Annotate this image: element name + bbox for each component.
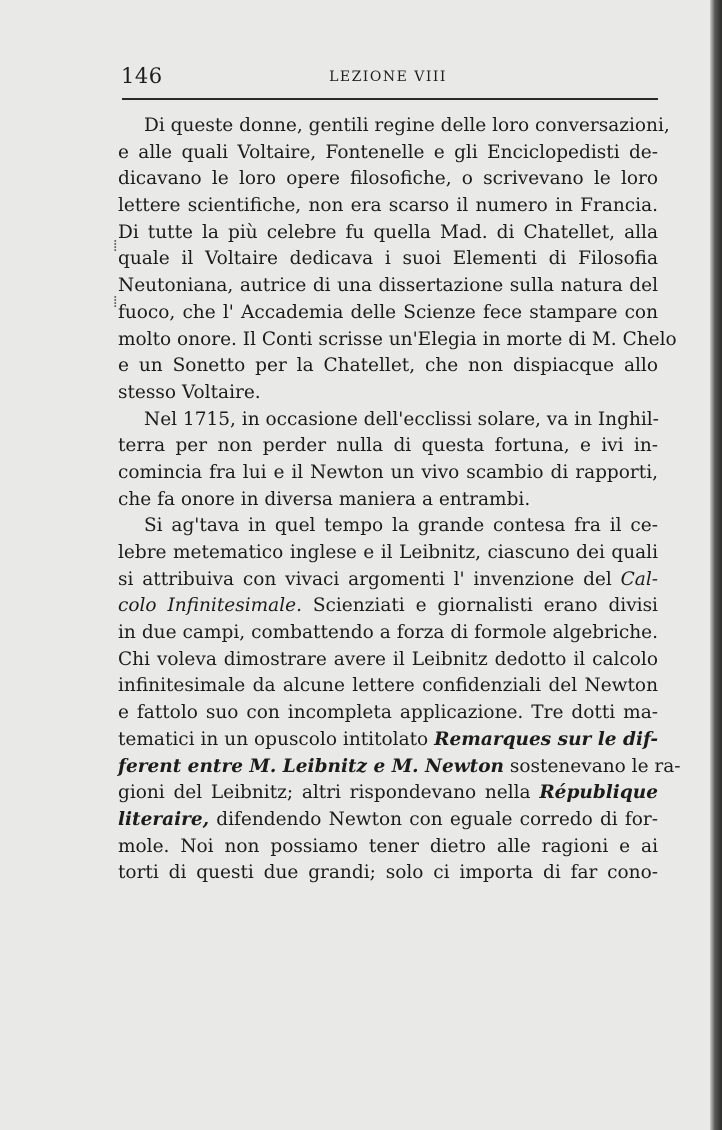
- bold-italic-title: Remarques sur le dif-: [434, 728, 658, 750]
- text-line: Neutoniana, autrice di una dissertazione sulla natura del: [118, 275, 658, 297]
- bold-italic-title: République: [539, 782, 658, 804]
- running-title: LEZIONE VIII: [329, 69, 447, 85]
- text-line: comincia fra lui e il Newton un vivo scambio di rapporti,: [118, 461, 658, 483]
- text-line: Di queste donne, gentili regine delle loro conversazioni,: [144, 115, 670, 136]
- text-line: colo Infinitesimale. Scienziati e giornalisti erano divisi: [118, 595, 658, 617]
- text-line: lebre metematico inglese e il Leibnitz, ciascuno dei quali: [118, 542, 658, 563]
- text-line: molto onore. Il Conti scrisse un'Elegia in morte di M. Chelo: [118, 328, 677, 350]
- text-line: literaire, difendendo Newton con eguale corredo di for-: [118, 808, 658, 830]
- text-line: Nel 1715, in occasione dell'ecclissi solare, va in Inghil-: [144, 408, 659, 430]
- text-line: Di tutte la più celebre fu quella Mad. di Chatellet, alla: [118, 221, 658, 243]
- text-line: gioni del Leibnitz; altri rispondevano nella République: [118, 782, 658, 804]
- page-header: [118, 64, 658, 94]
- text-line: Si ag'tava in quel tempo la grande contesa fra il ce-: [144, 515, 658, 537]
- margin-bracket-mark: ⁞: [113, 292, 118, 311]
- bold-italic-title: ferent entre M. Leibnitz e M. Newton: [118, 755, 504, 777]
- text-line: fuoco, che l' Accademia delle Scienze fece stampare con: [118, 301, 658, 323]
- body-text: [118, 113, 681, 887]
- header-rule: [122, 98, 658, 100]
- text-line: terra per non perder nulla di questa fortuna, e ivi in-: [118, 435, 658, 457]
- page-edge-shadow: [710, 0, 722, 1130]
- text-line: e alle quali Voltaire, Fontenelle e gli Enciclopedisti de-: [118, 141, 658, 163]
- bold-italic-title: literaire,: [118, 808, 210, 830]
- text-line: e un Sonetto per la Chatellet, che non dispiacque allo: [118, 355, 658, 377]
- text-line: lettere scientifiche, non era scarso il numero in Francia.: [118, 195, 658, 217]
- margin-bracket-mark: ⁞: [113, 236, 118, 255]
- text-line: in due campi, combattendo a forza di formole algebriche.: [118, 622, 658, 644]
- text-line: torti di questi due grandi; solo ci importa di far cono-: [118, 862, 658, 884]
- text-line: che fa onore in diversa maniera a entrambi.: [118, 488, 531, 510]
- italic-title: colo Infinitesimale.: [118, 595, 302, 617]
- text-line: e fattolo suo con incompleta applicazione. Tre dotti ma-: [118, 702, 658, 724]
- text-line: dicavano le loro opere filosofiche, o scrivevano le loro: [118, 168, 658, 190]
- text-line: infinitesimale da alcune lettere confidenziali del Newton: [118, 675, 658, 697]
- text-line: stesso Voltaire.: [118, 381, 261, 403]
- italic-title: Cal-: [620, 568, 658, 590]
- text-line: si attribuiva con vivaci argomenti l' invenzione del Cal-: [118, 568, 658, 590]
- text-line: tematici in un opuscolo intitolato Remarques sur le dif-: [118, 728, 658, 750]
- text-line: mole. Noi non possiamo tener dietro alle ragioni e ai: [118, 835, 658, 857]
- page-number: 146: [121, 64, 163, 88]
- text-line: Chi voleva dimostrare avere il Leibnitz dedotto il calcolo: [118, 648, 658, 670]
- text-line: ferent entre M. Leibnitz e M. Newton sostenevano le ra-: [118, 755, 681, 777]
- text-line: quale il Voltaire dedicava i suoi Elementi di Filosofia: [118, 248, 658, 270]
